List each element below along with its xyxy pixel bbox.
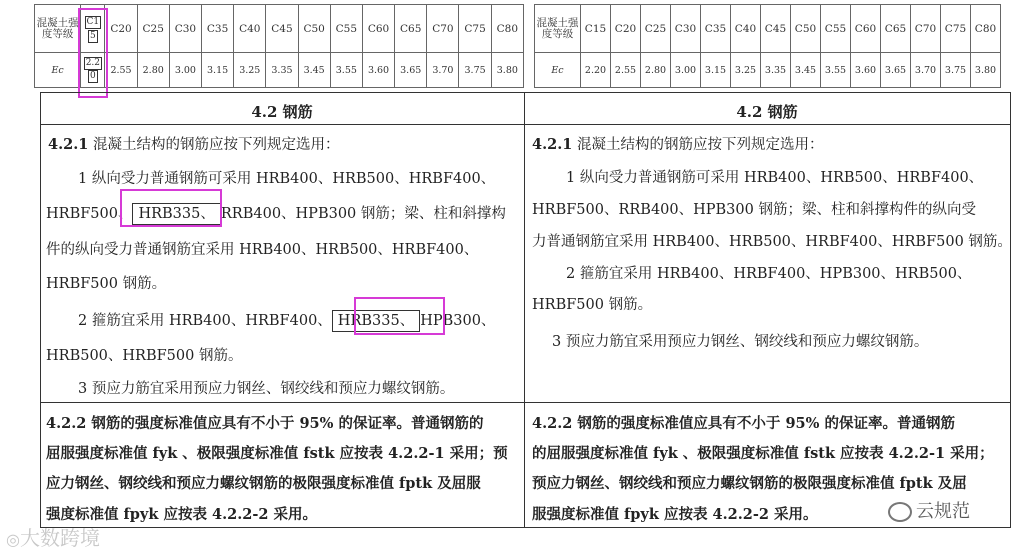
ec-cell: 3.60: [851, 53, 881, 88]
ec-cell: 3.35: [266, 53, 298, 88]
ec-cell: 3.55: [821, 53, 851, 88]
grade-cell: C30: [671, 5, 701, 53]
grade-cell: C60: [362, 5, 394, 53]
hrb335-boxed: HRB335、: [132, 203, 220, 225]
grade-header-label: 混凝土强度等级: [35, 5, 81, 53]
grade-cell: C45: [761, 5, 791, 53]
item1-b-pre: HRBF500、: [46, 206, 133, 222]
grade-row: [535, 5, 1001, 53]
clause-number: 4.2.1: [532, 136, 573, 153]
item1-line-d: HRBF500 钢筋。: [46, 276, 167, 292]
grid-line-right: [1010, 92, 1011, 528]
ec-cell: 2.55: [105, 53, 137, 88]
section-title-left: 4.2 钢筋: [251, 103, 313, 121]
ec-cell: 3.15: [701, 53, 731, 88]
ec-cell: 3.55: [330, 53, 362, 88]
item2-line-b: HRBF500 钢筋。: [532, 297, 653, 313]
grade-cell: C25: [137, 5, 169, 53]
section-title-right: 4.2 钢筋: [736, 103, 798, 121]
grade-cell: C55: [330, 5, 362, 53]
grade-cell: C60: [851, 5, 881, 53]
ec-cell: 3.15: [201, 53, 233, 88]
item1-line-c: 力普通钢筋宜采用 HRB400、HRB500、HRBF400、HRBF500 钢筋。: [532, 234, 1012, 250]
grade-cell: C20: [611, 5, 641, 53]
grade-cell: C35: [201, 5, 233, 53]
ec-cell: 3.00: [169, 53, 201, 88]
item1-line-b: HRBF500、RRB400、HPB300 钢筋；梁、柱和斜撑构件的纵向受: [532, 202, 976, 218]
ec-first-box: 0: [89, 71, 96, 81]
grade-cell: C65: [881, 5, 911, 53]
grid-line-mid: [40, 402, 1011, 403]
ec-cell: 3.35: [761, 53, 791, 88]
item1-line-b: [46, 202, 506, 225]
clause-422-right-l1: 4.2.2 钢筋的强度标准值应具有不小于 95% 的保证率。普通钢筋: [532, 415, 955, 432]
item1-line-a: 1 纵向受力普通钢筋可采用 HRB400、HRB500、HRBF400、: [78, 171, 496, 187]
grade-cell: C65: [395, 5, 427, 53]
item2-line-a: 2 箍筋宜采用 HRB400、HRBF400、HPB300、HRB500、: [566, 266, 972, 282]
grade-cell: C50: [791, 5, 821, 53]
item1-line-c: 件的纵向受力普通钢筋宜采用 HRB400、HRB500、HRBF400、: [46, 242, 479, 258]
grade-cell: C40: [731, 5, 761, 53]
item3-line: 3 预应力筋宜采用预应力钢丝、钢绞线和预应力螺纹钢筋。: [78, 381, 455, 397]
ec-cell: 3.75: [941, 53, 971, 88]
highlight-box-item1: [120, 189, 222, 227]
ec-cell: 3.25: [234, 53, 266, 88]
clause-text: 混凝土结构的钢筋应按下列规定选用：: [92, 137, 340, 153]
ec-cell: 3.65: [881, 53, 911, 88]
item2-a-post: HPB300、: [420, 313, 496, 329]
ec-cell: 3.45: [791, 53, 821, 88]
grade-cell: C80: [971, 5, 1001, 53]
grade-cell: C35: [701, 5, 731, 53]
ec-cell: 2.80: [641, 53, 671, 88]
grade-cell: C75: [459, 5, 491, 53]
weibo-icon: ◎: [6, 530, 20, 549]
ec-cell: 2.20: [581, 53, 611, 88]
clause-422-left-l1: 4.2.2 钢筋的强度标准值应具有不小于 95% 的保证率。普通钢筋的: [46, 415, 484, 432]
watermark-right: 云规范: [888, 497, 970, 523]
grade-cell: C75: [941, 5, 971, 53]
grade-first-top: C1: [86, 16, 100, 27]
item2-line-b: HRB500、HRBF500 钢筋。: [46, 348, 243, 364]
grade-cell: C50: [298, 5, 330, 53]
grade-cell: C70: [911, 5, 941, 53]
grade-cell: C45: [266, 5, 298, 53]
grade-cell: C20: [105, 5, 137, 53]
grade-cell: C40: [234, 5, 266, 53]
ec-cell: 3.75: [459, 53, 491, 88]
clause-421-left: [48, 133, 339, 154]
grade-cell: C15: [581, 5, 611, 53]
clause-422-right-l4: 服强度标准值 fpyk 应按表 4.2.2-2 采用。: [532, 506, 818, 523]
highlight-box-item2: [354, 297, 445, 335]
ec-row: [535, 53, 1001, 88]
clause-422-left-l3: 应力钢丝、钢绞线和预应力螺纹钢筋的极限强度标准值 fptk 及屈服: [46, 475, 481, 492]
grade-header-label: 混凝土强度等级: [535, 5, 581, 53]
grid-line-middle: [524, 92, 525, 528]
ec-cell: 3.25: [731, 53, 761, 88]
clause-421-right: [532, 133, 823, 154]
ec-cell: 2.55: [611, 53, 641, 88]
grid-line-bottom: [40, 527, 1011, 528]
clause-422-left-l2: 屈服强度标准值 fyk 、极限强度标准值 fstk 应按表 4.2.2-1 采用；预: [46, 445, 508, 462]
hrb335-boxed: HRB335、: [332, 310, 420, 332]
grade-first-box: 5: [89, 30, 96, 41]
wechat-icon: [888, 502, 912, 522]
grade-cell: C80: [491, 5, 523, 53]
item2-a-pre: 2 箍筋宜采用 HRB400、HRBF400、: [78, 313, 332, 329]
ec-cell: 3.65: [395, 53, 427, 88]
ec-cell: 3.80: [491, 53, 523, 88]
ec-cell: 3.00: [671, 53, 701, 88]
watermark-left: ◎大数跨境: [6, 526, 100, 550]
highlight-box-table: [78, 8, 108, 98]
grade-cell: C30: [169, 5, 201, 53]
grid-line-left: [40, 92, 41, 528]
ec-cell: 2.80: [137, 53, 169, 88]
grade-cell: C70: [427, 5, 459, 53]
grid-line-top: [40, 92, 1011, 93]
clause-422-right-l3: 预应力钢丝、钢绞线和预应力螺纹钢筋的极限强度标准值 fptk 及屈: [532, 475, 967, 492]
ec-label: Ec: [35, 53, 81, 88]
ec-label: Ec: [535, 53, 581, 88]
grade-cell: C25: [641, 5, 671, 53]
clause-text: 混凝土结构的钢筋应按下列规定选用：: [576, 137, 824, 153]
clause-422-right-l2: 的屈服强度标准值 fyk 、极限强度标准值 fstk 应按表 4.2.2-1 采用；: [532, 445, 994, 462]
right-modulus-table: [534, 4, 1001, 88]
item1-line-a: 1 纵向受力普通钢筋可采用 HRB400、HRB500、HRBF400、: [566, 170, 984, 186]
item1-b-post: RRB400、HPB300 钢筋；梁、柱和斜撑构: [220, 206, 506, 222]
grade-cell: C55: [821, 5, 851, 53]
ec-first-top: 2.2: [85, 58, 101, 68]
clause-number: 4.2.1: [48, 136, 89, 153]
ec-cell: 3.60: [362, 53, 394, 88]
item3-line: 3 预应力筋宜采用预应力钢丝、钢绞线和预应力螺纹钢筋。: [552, 334, 929, 350]
ec-cell: 3.70: [911, 53, 941, 88]
ec-cell: 3.70: [427, 53, 459, 88]
ec-cell: 3.45: [298, 53, 330, 88]
grid-line-under-title: [40, 124, 1011, 125]
ec-cell: 3.80: [971, 53, 1001, 88]
clause-422-left-l4: 强度标准值 fpyk 应按表 4.2.2-2 采用。: [46, 506, 318, 523]
